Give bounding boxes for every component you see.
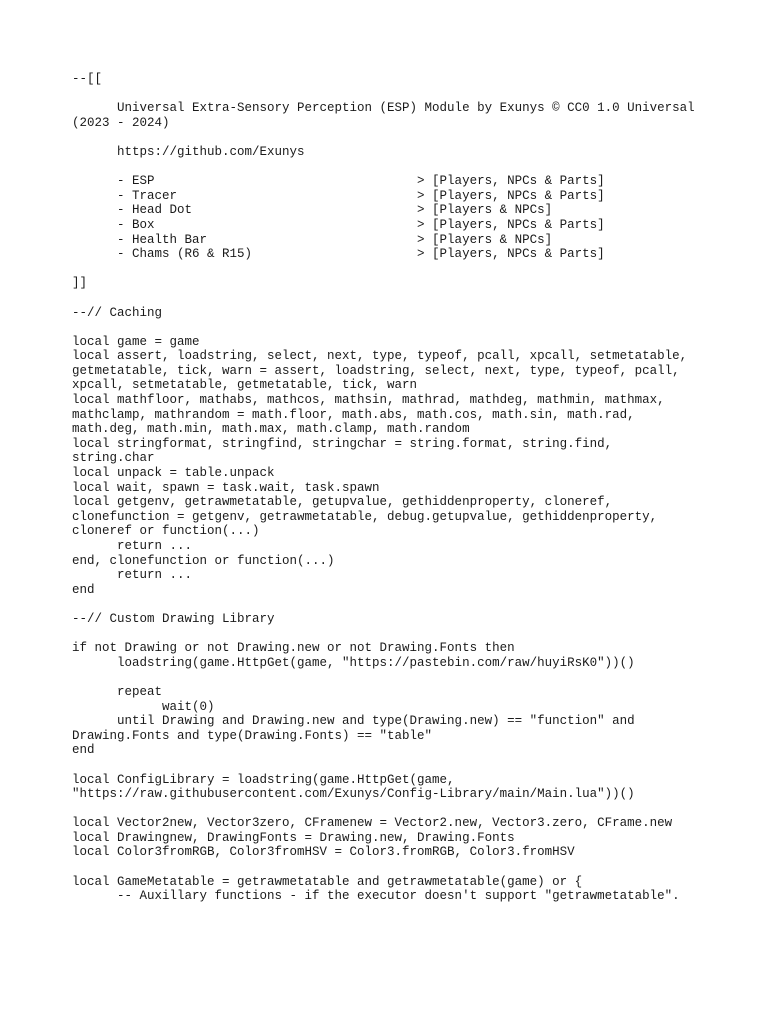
- code-line: getmetatable, tick, warn = assert, loadstring, select, next, type, typeof, pcall,: [72, 363, 680, 378]
- code-line: local Color3fromRGB, Color3fromHSV = Color3.fromRGB, Color3.fromHSV: [72, 845, 575, 860]
- code-line: "https://raw.githubusercontent.com/Exunys/Config-Library/main/Main.lua"))(): [72, 787, 635, 802]
- code-line: wait(0): [72, 699, 215, 714]
- code-line: [72, 291, 712, 306]
- code-line: end: [72, 582, 95, 597]
- code-line: if not Drawing or not Drawing.new or not Drawing.Fonts then: [72, 641, 515, 656]
- code-line: local wait, spawn = task.wait, task.spawn: [72, 480, 380, 495]
- code-line: --// Caching: [72, 305, 163, 320]
- code-line: - ESP > [Players, NPCs & Parts]: [72, 174, 605, 189]
- code-line: local ConfigLibrary = loadstring(game.HttpGet(game,: [72, 772, 455, 787]
- code-line: local stringformat, stringfind, stringchar = string.format, string.find,: [72, 436, 613, 451]
- code-line: - Chams (R6 & R15) > [Players, NPCs & Parts]: [72, 247, 605, 262]
- code-line: [72, 758, 712, 773]
- code-line: local Vector2new, Vector3zero, CFramenew = Vector2.new, Vector3.zero, CFrame.new: [72, 816, 673, 831]
- code-line: (2023 - 2024): [72, 115, 170, 130]
- code-line: - Tracer > [Players, NPCs & Parts]: [72, 188, 605, 203]
- code-line: [72, 320, 712, 335]
- code-line: loadstring(game.HttpGet(game, "https://pastebin.com/raw/huyiRsK0"))(): [72, 655, 635, 670]
- code-line: local unpack = table.unpack: [72, 466, 275, 481]
- code-line: until Drawing and Drawing.new and type(Drawing.new) == "function" and: [72, 714, 635, 729]
- code-line: repeat: [72, 684, 163, 699]
- code-line: local assert, loadstring, select, next, type, typeof, pcall, xpcall, setmetatable,: [72, 349, 688, 364]
- code-line: local GameMetatable = getrawmetatable and getrawmetatable(game) or {: [72, 874, 583, 889]
- code-line: [72, 130, 712, 145]
- code-line: Universal Extra-Sensory Perception (ESP) Module by Exunys © CC0 1.0 Universal: [72, 101, 695, 116]
- code-line: -- Auxillary functions - if the executor doesn't support "getrawmetatable".: [72, 889, 680, 904]
- code-line: https://github.com/Exunys: [72, 144, 305, 159]
- code-line: ]]: [72, 276, 88, 291]
- code-line: string.char: [72, 451, 155, 466]
- code-line: [72, 87, 712, 102]
- code-line: --[[: [72, 72, 103, 86]
- code-line: [72, 597, 712, 612]
- document-page: [72, 72, 712, 918]
- code-line: local getgenv, getrawmetatable, getupvalue, gethiddenproperty, cloneref,: [72, 495, 613, 510]
- code-line: - Health Bar > [Players & NPCs]: [72, 232, 553, 247]
- code-line: xpcall, setmetatable, getmetatable, tick, warn: [72, 378, 418, 393]
- code-line: return ...: [72, 539, 193, 553]
- code-line: [72, 802, 712, 817]
- code-line: [72, 262, 712, 277]
- code-line: clonefunction = getgenv, getrawmetatable, debug.getupvalue, gethiddenproperty,: [72, 509, 658, 524]
- code-line: - Box > [Players, NPCs & Parts]: [72, 217, 605, 232]
- code-line: local mathfloor, mathabs, mathcos, mathsin, mathrad, mathdeg, mathmin, mathmax,: [72, 393, 665, 408]
- code-line: [72, 627, 712, 642]
- code-line: math.deg, math.min, math.max, math.clamp, math.random: [72, 422, 470, 437]
- code-line: [72, 670, 712, 685]
- code-line: [72, 860, 712, 875]
- code-line: - Head Dot > [Players & NPCs]: [72, 203, 553, 218]
- code-line: return ...: [72, 568, 193, 583]
- code-line: local game = game: [72, 334, 200, 349]
- code-line: Drawing.Fonts and type(Drawing.Fonts) == "table": [72, 728, 433, 743]
- code-line: end: [72, 743, 95, 758]
- code-line: mathclamp, mathrandom = math.floor, math.abs, math.cos, math.sin, math.rad,: [72, 407, 635, 422]
- code-line: end, clonefunction or function(...): [72, 553, 335, 568]
- code-line: local Drawingnew, DrawingFonts = Drawing.new, Drawing.Fonts: [72, 830, 515, 845]
- code-line: cloneref or function(...): [72, 524, 260, 539]
- code-line: --// Custom Drawing Library: [72, 611, 275, 626]
- code-line: [72, 904, 712, 919]
- code-line: [72, 160, 712, 175]
